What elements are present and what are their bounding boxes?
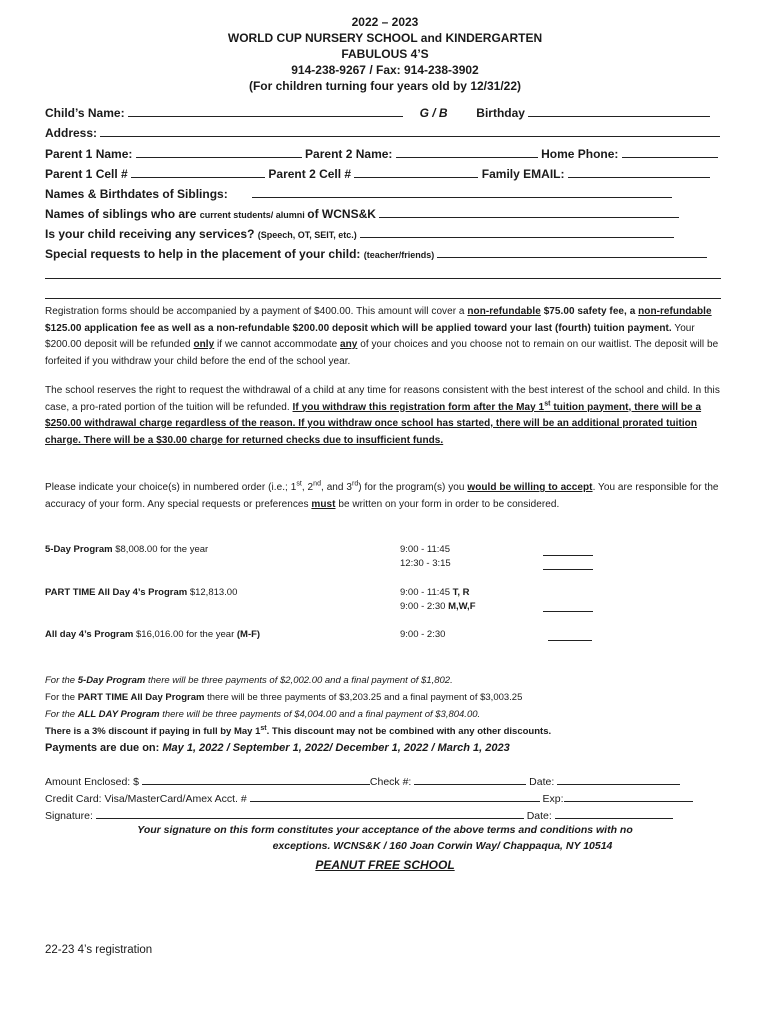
parent2-cell-field[interactable]	[354, 165, 478, 178]
gender-option[interactable]: G / B	[419, 106, 448, 120]
program-part-time-name: PART TIME All Day 4’s Program	[45, 587, 188, 598]
school-name: WORLD CUP NURSERY SCHOOL and KINDERGARTEN	[227, 31, 543, 45]
terms-line-1: Your signature on this form constitutes your acceptance of the above terms and conditions with no	[137, 824, 633, 836]
program-all-day-time-1: 9:00 - 2:30	[400, 629, 446, 640]
amount-enclosed-field[interactable]	[142, 772, 370, 785]
program-all-day-price: $16,016.00 for the year	[133, 629, 237, 640]
program-part-time-times	[400, 586, 476, 614]
special-requests-row	[45, 245, 721, 263]
payments-due-dates: May 1, 2022 / September 1, 2022/ December 1, 2022 / March 1, 2023	[162, 742, 510, 754]
para3-sup-2: nd	[313, 480, 322, 488]
siblings-row	[45, 185, 721, 203]
siblings-current-row	[45, 205, 721, 223]
address-field[interactable]	[100, 124, 720, 137]
family-email-label: Family EMAIL:	[481, 167, 568, 181]
para1-any: any	[340, 339, 358, 350]
discount-text-b: . This discount may not be combined with any other discounts.	[266, 726, 552, 737]
birthday-field[interactable]	[528, 104, 710, 117]
terms-line-2: exceptions. WCNS&K / 160 Joan Corwin Way/ Chappaqua, NY 10514	[272, 840, 613, 852]
check-field[interactable]	[414, 772, 526, 785]
withdrawal-policy-paragraph	[45, 383, 721, 449]
discount-sup: st	[260, 724, 267, 732]
amount-date-label: Date:	[526, 776, 558, 788]
program-5day-name: 5-Day Program	[45, 544, 113, 555]
para2-text-3: tuition payment, there will be a $250.00 withdrawal charge regardless of the reason. If you withdraw once school has started, there will be an additional prorated tuition charge. There will be a $30.00 charge for returned checks due to insufficient funds.	[45, 401, 702, 446]
parent-names-row	[45, 145, 721, 163]
check-label: Check #:	[369, 776, 415, 788]
para3-sup-1: st	[296, 480, 302, 488]
program-5day-choice-2[interactable]	[543, 569, 593, 570]
para3-text-3: , and 3	[321, 482, 352, 493]
para3-text-2: , 2	[301, 482, 314, 493]
para1-only: only	[193, 339, 215, 350]
signature-terms	[0, 822, 770, 854]
program-5day	[45, 543, 208, 557]
program-part-time-choice[interactable]	[543, 611, 593, 612]
para3-must: must	[311, 498, 336, 510]
special-requests-line-3[interactable]	[45, 298, 721, 299]
payment-schedule	[45, 672, 721, 757]
exp-label: Exp:	[539, 793, 564, 805]
parent-cells-row	[45, 165, 721, 183]
special-requests-field[interactable]	[437, 245, 707, 258]
program-5day-price: $8,008.00 for the year	[112, 544, 209, 555]
program-part-time-time-2: 9:00 - 2:30	[400, 601, 449, 612]
program-title: FABULOUS 4’S	[341, 47, 429, 61]
program-part-time-time-1: 9:00 - 11:45	[400, 587, 453, 598]
para2-text-2: If you withdraw this registration form after the May 1	[292, 401, 545, 413]
para3-text-4: ) for the program(s) you	[358, 482, 468, 493]
parent1-name-label: Parent 1 Name:	[45, 147, 136, 161]
school-year: 2022 – 2023	[351, 15, 419, 29]
deposit-policy-paragraph	[45, 304, 721, 370]
program-all-day-times	[400, 628, 445, 642]
payment-line-2c: there will be three payments of $3,203.25 and a final payment of $3,003.25	[204, 692, 523, 703]
program-part-time-price: $12,813.00	[187, 587, 238, 598]
home-phone-label: Home Phone:	[541, 147, 622, 161]
form-header	[0, 14, 770, 94]
para1-nonrefundable-1: non-refundable	[467, 306, 541, 317]
payment-line-3b: ALL DAY Program	[77, 709, 160, 720]
program-5day-time-2: 12:30 - 3:15	[400, 558, 451, 569]
para3-text-8: be written on your form in order to be considered.	[335, 498, 560, 510]
payment-line-3a: For the	[45, 709, 78, 720]
program-all-day-name: All day 4’s Program	[45, 629, 134, 640]
siblings-current-field[interactable]	[379, 205, 679, 218]
para3-text-1: Please indicate your choice(s) in numbered order (i.e.; 1	[45, 482, 297, 493]
child-name-field[interactable]	[128, 104, 403, 117]
credit-card-label: Credit Card: Visa/MasterCard/Amex Acct. #	[45, 793, 250, 805]
para1-text-8: if we cannot accommodate	[214, 339, 341, 350]
siblings-current-label-b: current students/ alumni	[199, 210, 308, 220]
para1-text-3: $75.00 safety fee, a	[540, 306, 639, 317]
siblings-current-label-c: of WCNS&K	[307, 207, 380, 221]
birthday-label: Birthday	[476, 106, 529, 120]
para3-sup-3: rd	[351, 480, 359, 488]
program-all-day-choice[interactable]	[548, 640, 592, 641]
child-name-label: Child’s Name:	[45, 106, 128, 120]
address-label: Address:	[45, 126, 101, 140]
siblings-current-label-a: Names of siblings who are	[45, 207, 200, 221]
program-all-day	[45, 628, 260, 642]
payments-due-label: Payments are due on:	[45, 742, 163, 754]
eligibility-note: (For children turning four years old by 12/31/22)	[248, 79, 522, 93]
payment-line-1a: For the	[45, 675, 78, 686]
program-5day-times	[400, 543, 451, 571]
payment-line-1b: 5-Day Program	[77, 675, 146, 686]
parent2-name-field[interactable]	[396, 145, 538, 158]
para2-sup: st	[544, 400, 551, 408]
payment-line-1c: there will be three payments of $2,002.00 and a final payment of $1,802.	[145, 675, 453, 686]
discount-text-a: There is a 3% discount if paying in full by May 1	[45, 726, 261, 737]
para1-text-5: $125.00 application fee as well as a non-refundable $200.00 deposit which will be applied toward your last (fourth) tuition payment.	[45, 322, 672, 334]
services-label-b: (Speech, OT, SEIT, etc.)	[257, 230, 357, 240]
footer-label: 22-23 4’s registration	[45, 944, 153, 956]
program-all-day-days: (M-F)	[236, 629, 261, 640]
para2-text-1: The school reserves the right to request the withdrawal of a child at any time for reasons consistent with the best interest of the school and child. In this case, a pro-rated portion of the tuition will be refunded.	[45, 385, 720, 413]
signature-date-label: Date:	[523, 810, 555, 822]
exp-field[interactable]	[564, 789, 693, 802]
signature-date-field[interactable]	[555, 806, 673, 819]
services-field[interactable]	[360, 225, 674, 238]
para1-text-1: Registration forms should be accompanied by a payment of $400.00. This amount will cover a	[45, 306, 468, 317]
para1-nonrefundable-2: non-refundable	[638, 306, 712, 317]
program-part-time-days-2: M,W,F	[448, 601, 476, 612]
services-row	[45, 225, 721, 243]
school-phone: 914-238-9267 / Fax: 914-238-3902	[291, 63, 479, 77]
parent1-cell-label: Parent 1 Cell #	[45, 167, 132, 181]
peanut-free-notice: PEANUT FREE SCHOOL	[315, 858, 455, 872]
home-phone-field[interactable]	[622, 145, 718, 158]
payment-line-3c: there will be three payments of $4,004.00 and a final payment of $3,804.00.	[159, 709, 481, 720]
parent2-name-label: Parent 2 Name:	[305, 147, 396, 161]
program-5day-choice-1[interactable]	[543, 555, 593, 556]
program-5day-time-1: 9:00 - 11:45	[400, 544, 451, 555]
special-requests-label-b: (teacher/friends)	[363, 250, 437, 260]
parent1-cell-field[interactable]	[131, 165, 265, 178]
amount-date-field[interactable]	[557, 772, 680, 785]
special-requests-label-a: Special requests to help in the placement of your child:	[45, 247, 364, 261]
payment-line-2b: PART TIME All Day Program	[77, 692, 205, 703]
family-email-field[interactable]	[568, 165, 710, 178]
signature-label: Signature:	[45, 810, 96, 822]
amount-enclosed-label: Amount Enclosed: $	[45, 776, 142, 788]
para1-text-10: of your choices and you choose not to remain on our waitlist. The deposit will be forfeited if you withdraw your child before the end of the school year.	[45, 339, 719, 367]
siblings-label: Names & Birthdates of Siblings:	[45, 187, 232, 201]
program-part-time-days-1: T, R	[452, 587, 470, 598]
special-requests-line-2[interactable]	[45, 278, 721, 279]
payment-line-2a: For the	[45, 692, 78, 703]
para3-willing: would be willing to accept	[467, 482, 593, 493]
services-label-a: Is your child receiving any services?	[45, 227, 258, 241]
child-info-row	[45, 104, 721, 122]
para1-text-6: Your $200.00 deposit will be refunded	[45, 322, 695, 350]
siblings-field[interactable]	[252, 185, 672, 198]
credit-card-field[interactable]	[250, 789, 540, 802]
parent1-name-field[interactable]	[136, 145, 302, 158]
parent2-cell-label: Parent 2 Cell #	[268, 167, 352, 181]
program-part-time	[45, 586, 237, 600]
para3-text-6: . You are responsible for the accuracy of your form. Any special requests or preferences	[45, 482, 719, 510]
address-row	[45, 124, 721, 142]
signature-field[interactable]	[96, 806, 524, 819]
program-choice-paragraph	[45, 480, 721, 513]
